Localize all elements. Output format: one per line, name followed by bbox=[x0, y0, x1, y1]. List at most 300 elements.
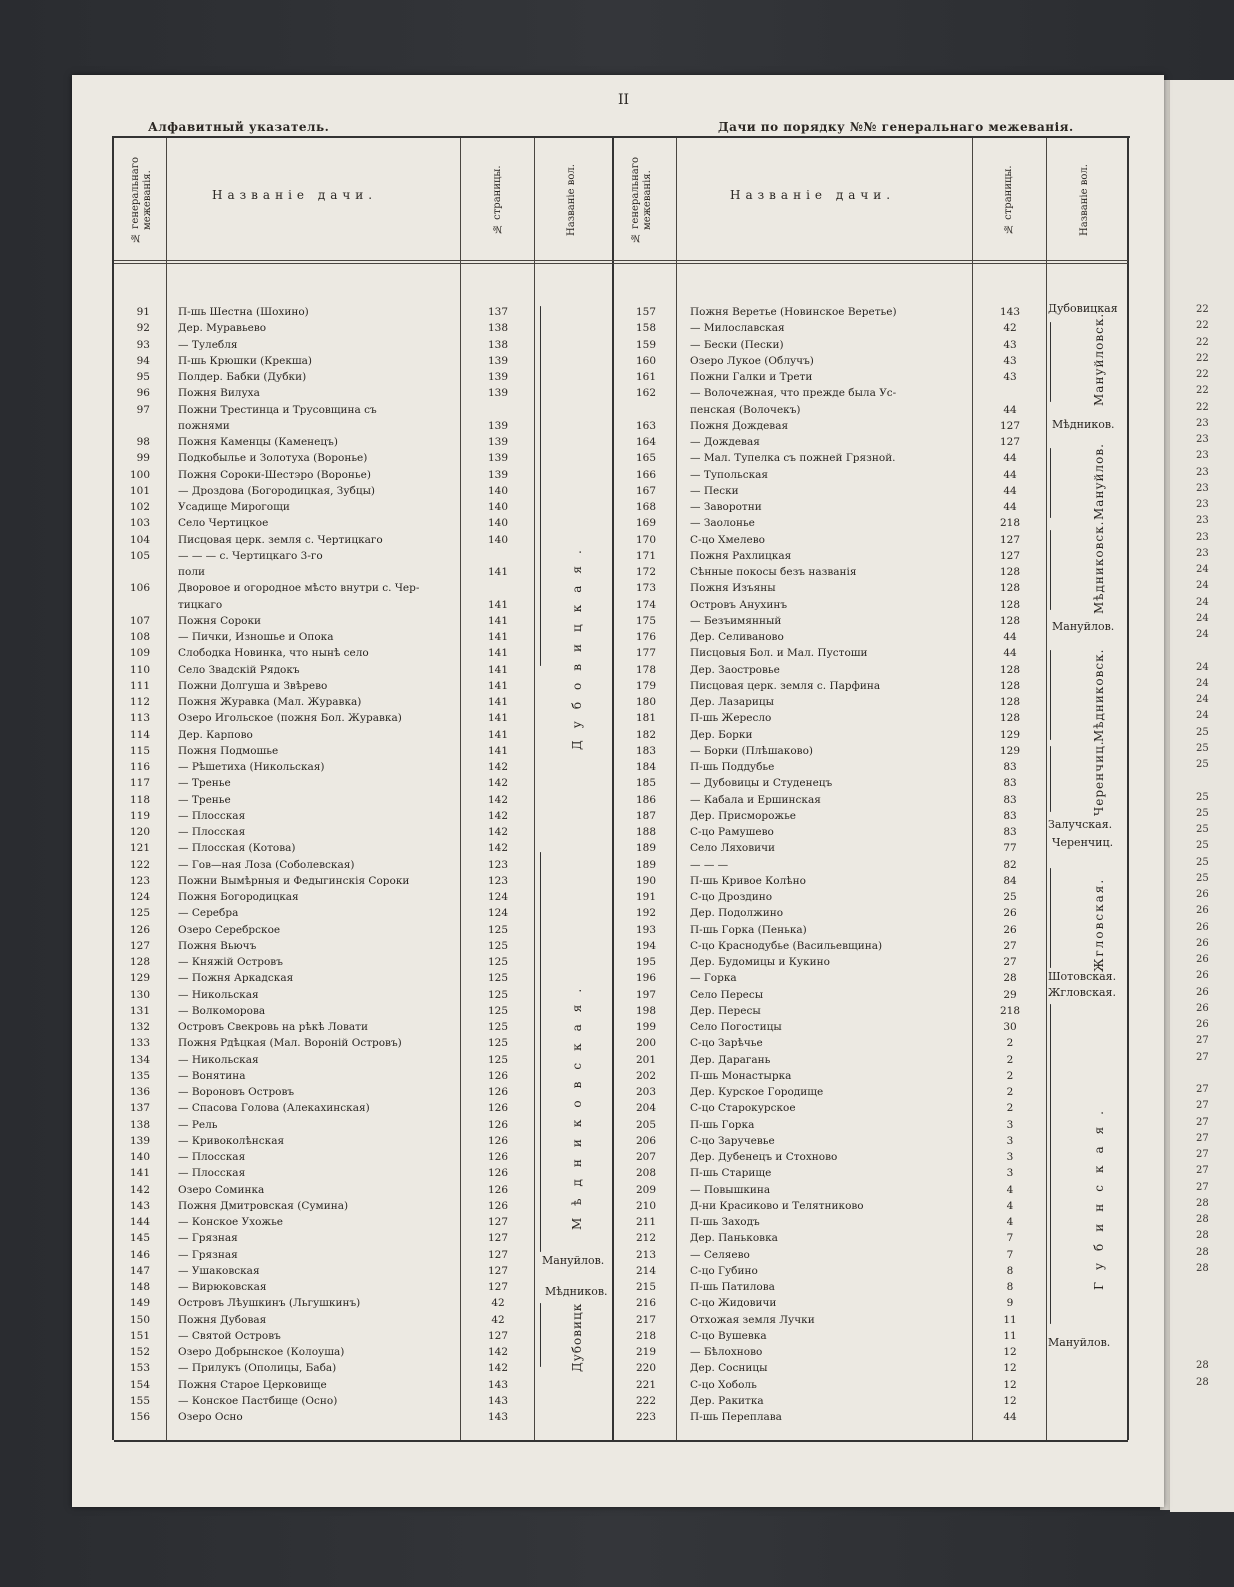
row-number: 158 bbox=[635, 322, 656, 335]
row-page: 44 bbox=[1003, 1411, 1017, 1423]
row-page: 2 bbox=[1006, 1037, 1014, 1050]
ghost-number: 22 bbox=[1196, 320, 1209, 332]
row-number: 141 bbox=[129, 1167, 150, 1180]
row-number: 207 bbox=[635, 1151, 656, 1163]
row-name: Пожня Каменцы (Каменецъ) bbox=[178, 436, 338, 448]
row-number: 184 bbox=[635, 761, 656, 773]
row-page: 83 bbox=[1003, 793, 1017, 806]
row-number: 156 bbox=[129, 1411, 150, 1423]
header-right: Дачи по порядку №№ генеральнаго межеванія. bbox=[718, 120, 1074, 134]
row-name: — Гов—ная Лоза (Соболевская) bbox=[178, 858, 355, 871]
row-number: 172 bbox=[635, 566, 656, 578]
table-row bbox=[0, 1133, 1234, 1149]
ghost-number: 25 bbox=[1196, 807, 1209, 819]
ghost-number: 26 bbox=[1196, 970, 1209, 982]
ghost-number: 22 bbox=[1196, 304, 1209, 315]
row-number: 191 bbox=[635, 891, 656, 903]
ghost-number: 26 bbox=[1196, 1019, 1209, 1030]
row-page: 141 bbox=[487, 663, 509, 676]
row-number: 178 bbox=[635, 663, 656, 676]
row-name: Дер. Пересы bbox=[690, 1004, 761, 1017]
row-number: 219 bbox=[635, 1346, 656, 1358]
row-name: Озеро Игольское (пожня Бол. Журавка) bbox=[178, 712, 402, 725]
table-row bbox=[0, 922, 1234, 938]
row-number: 203 bbox=[635, 1086, 656, 1098]
row-name: Село Звадскій Рядокъ bbox=[178, 663, 300, 676]
row-page: 141 bbox=[487, 566, 509, 578]
row-page: 12 bbox=[1003, 1378, 1017, 1391]
ghost-number: 28 bbox=[1196, 1376, 1209, 1388]
table-row bbox=[0, 1393, 1234, 1409]
row-number: 180 bbox=[635, 696, 656, 708]
table-row bbox=[0, 727, 1234, 743]
row-number: 98 bbox=[136, 436, 150, 448]
row-page: 42 bbox=[491, 1297, 505, 1310]
row-name: С-цо Зарѣчье bbox=[690, 1037, 763, 1050]
row-number: 170 bbox=[635, 533, 656, 546]
table-row bbox=[0, 759, 1234, 775]
row-number: 181 bbox=[635, 712, 656, 725]
row-number: 148 bbox=[129, 1281, 150, 1293]
row-page: 139 bbox=[487, 436, 509, 448]
row-page: 125 bbox=[487, 988, 509, 1001]
row-number: 189 bbox=[635, 842, 656, 855]
row-number: 223 bbox=[635, 1411, 656, 1423]
volost-label: Мѣдников. bbox=[1052, 418, 1115, 431]
table-row bbox=[0, 857, 1234, 873]
row-page: 127 bbox=[487, 1264, 509, 1277]
row-name: П-шь Заходъ bbox=[690, 1216, 760, 1228]
row-name: — — — с. Чертицкаго 3-го bbox=[178, 549, 323, 562]
row-name: Дер. Лазарицы bbox=[690, 696, 774, 708]
col-head-number-left: № генеральнаго межеванія. bbox=[130, 157, 153, 243]
row-name: Дер. Присморожье bbox=[690, 809, 797, 822]
row-page: 139 bbox=[487, 387, 509, 400]
row-page: 123 bbox=[487, 858, 509, 871]
row-name: Пожня Дубовая bbox=[178, 1313, 267, 1326]
row-name: Пожня Журавка (Мал. Журавка) bbox=[178, 696, 362, 708]
row-page: 138 bbox=[487, 338, 509, 351]
row-name: Озеро Соминка bbox=[178, 1183, 265, 1196]
ghost-number: 26 bbox=[1196, 937, 1209, 949]
row-name: Пожня Старое Церковище bbox=[178, 1378, 327, 1391]
row-number: 209 bbox=[635, 1183, 656, 1196]
row-page: 8 bbox=[1006, 1281, 1014, 1293]
row-number: 161 bbox=[635, 371, 656, 383]
row-name: Пожни Долгуша и Звѣрево bbox=[178, 679, 328, 692]
ghost-number: 23 bbox=[1196, 499, 1209, 510]
table-row bbox=[0, 1068, 1234, 1084]
row-number: 128 bbox=[129, 956, 150, 968]
row-name: Пожни Галки и Трети bbox=[690, 371, 813, 383]
row-page: 127 bbox=[487, 1281, 509, 1293]
table-row bbox=[0, 905, 1234, 921]
row-page: 44 bbox=[1003, 403, 1017, 416]
row-page: 2 bbox=[1006, 1102, 1014, 1115]
row-page: 43 bbox=[1003, 338, 1017, 351]
row-name: — Княжій Островъ bbox=[178, 956, 283, 968]
row-page: 141 bbox=[487, 679, 509, 692]
row-name: П-шь Старище bbox=[690, 1167, 772, 1180]
table-row bbox=[0, 320, 1234, 336]
volost-label: Мѣдниковск. bbox=[1092, 520, 1106, 614]
table-row bbox=[0, 889, 1234, 905]
row-number: 93 bbox=[136, 338, 150, 351]
row-name: Село Пересы bbox=[690, 988, 764, 1001]
row-name: — Никольская bbox=[178, 988, 259, 1001]
row-page: 140 bbox=[487, 484, 509, 497]
row-number: 142 bbox=[129, 1183, 150, 1196]
row-name: — Повышкина bbox=[690, 1183, 771, 1196]
row-number: 104 bbox=[129, 533, 150, 546]
row-name: — Рель bbox=[178, 1118, 218, 1131]
row-name: Дер. Заостровье bbox=[690, 663, 780, 676]
table-row bbox=[0, 1117, 1234, 1133]
row-page: 218 bbox=[999, 517, 1021, 530]
table-row bbox=[0, 792, 1234, 808]
row-number: 166 bbox=[635, 468, 656, 481]
row-name: Пожня Рахлицкая bbox=[690, 549, 792, 562]
row-number: 150 bbox=[129, 1313, 150, 1326]
page-number: II bbox=[618, 92, 630, 108]
row-name: Сѣнные покосы безъ названія bbox=[690, 566, 857, 578]
row-name: Писцовая церк. земля с. Чертицкаго bbox=[178, 533, 383, 546]
row-name: — Треньe bbox=[178, 793, 231, 806]
row-page: 125 bbox=[487, 923, 509, 936]
table-row bbox=[0, 1182, 1234, 1198]
row-name: Слободка Новинка, что нынѣ село bbox=[178, 647, 369, 660]
table-row bbox=[0, 629, 1234, 645]
table-row bbox=[0, 1149, 1234, 1165]
row-page: 218 bbox=[999, 1004, 1021, 1017]
row-number: 94 bbox=[136, 354, 150, 367]
table-row bbox=[0, 613, 1234, 629]
row-name: — Никольская bbox=[178, 1053, 259, 1066]
row-name: — Волочежная, что прежде была Ус- bbox=[690, 387, 897, 400]
row-number: 154 bbox=[129, 1378, 150, 1391]
row-number: 97 bbox=[136, 403, 150, 416]
row-page: 9 bbox=[1006, 1297, 1014, 1310]
row-number: 151 bbox=[129, 1329, 150, 1342]
row-page: 3 bbox=[1006, 1134, 1014, 1147]
row-name: — — — bbox=[690, 858, 729, 871]
row-name: — Волкоморова bbox=[178, 1004, 266, 1017]
row-number: 109 bbox=[129, 647, 150, 660]
row-name: — Пички, Изношье и Опока bbox=[178, 631, 334, 643]
ghost-number: 23 bbox=[1196, 547, 1209, 559]
row-name: — Плосская bbox=[178, 826, 246, 838]
ghost-number: 23 bbox=[1196, 434, 1209, 445]
row-number: 210 bbox=[635, 1199, 656, 1212]
row-page: 26 bbox=[1003, 923, 1017, 936]
row-page: 11 bbox=[1003, 1329, 1017, 1342]
row-name: — Пожня Аркадская bbox=[178, 972, 294, 985]
row-page: 3 bbox=[1006, 1167, 1014, 1180]
row-number: 107 bbox=[129, 614, 150, 627]
row-number: 139 bbox=[129, 1134, 150, 1147]
row-page: 77 bbox=[1003, 842, 1017, 855]
table-row bbox=[0, 532, 1234, 548]
row-number: 182 bbox=[635, 728, 656, 741]
row-name: Озеро Серебрское bbox=[178, 923, 281, 936]
row-name: Островъ Лѣушкинъ (Льгушкинъ) bbox=[178, 1297, 361, 1310]
row-number: 208 bbox=[635, 1167, 656, 1180]
row-number: 147 bbox=[129, 1264, 150, 1277]
row-name: — Дубовицы и Студенецъ bbox=[690, 777, 833, 790]
brace bbox=[1050, 530, 1051, 610]
row-name: — Горка bbox=[690, 972, 737, 985]
row-number: 145 bbox=[129, 1232, 150, 1245]
table-row bbox=[0, 515, 1234, 531]
row-number: 102 bbox=[129, 501, 150, 513]
row-page: 42 bbox=[491, 1313, 505, 1326]
row-page: 83 bbox=[1003, 761, 1017, 773]
row-name: П-шь Поддубье bbox=[690, 761, 775, 773]
row-page: 125 bbox=[487, 939, 509, 952]
row-name: — Конское Пастбище (Осно) bbox=[178, 1394, 338, 1407]
row-name: Пожня Изъяны bbox=[690, 582, 776, 595]
row-name: Усадище Мирогощи bbox=[178, 501, 290, 513]
row-number: 204 bbox=[635, 1102, 656, 1115]
row-number: 113 bbox=[129, 712, 150, 725]
table-row bbox=[0, 954, 1234, 970]
table-row bbox=[0, 548, 1234, 564]
row-name: Дворовое и огородное мѣсто внутри с. Чер- bbox=[178, 582, 420, 595]
row-number: 123 bbox=[129, 874, 150, 887]
col-head-name-left: Названіе дачи. bbox=[212, 188, 378, 202]
row-number: 192 bbox=[635, 907, 656, 920]
row-name: С-цо Хмелево bbox=[690, 533, 765, 546]
row-number: 217 bbox=[635, 1313, 656, 1326]
row-page: 44 bbox=[1003, 468, 1017, 481]
row-name: П-шь Монастырка bbox=[690, 1069, 792, 1082]
row-name: П-шь Патилова bbox=[690, 1281, 775, 1293]
row-page: 11 bbox=[1003, 1313, 1017, 1326]
row-number: 103 bbox=[129, 517, 150, 530]
ghost-number: 28 bbox=[1196, 1230, 1209, 1242]
row-name: Пожня Сороки-Шестэро (Воронье) bbox=[178, 468, 371, 481]
row-name: — Заворотни bbox=[690, 501, 762, 513]
row-number: 137 bbox=[129, 1102, 150, 1115]
row-name: — Спасова Голова (Алекахинская) bbox=[178, 1102, 370, 1115]
ghost-number: 23 bbox=[1196, 531, 1209, 543]
table-row bbox=[0, 645, 1234, 661]
row-name: Село Чертицкое bbox=[178, 517, 269, 530]
row-page: 128 bbox=[999, 663, 1021, 676]
row-name: Пожня Вилуха bbox=[178, 387, 260, 400]
row-name: Дер. Карпово bbox=[178, 728, 253, 741]
row-name: — Безъимянный bbox=[690, 614, 782, 627]
row-name: — Плосская bbox=[178, 1167, 246, 1180]
row-number: 125 bbox=[129, 907, 150, 920]
row-name: П-шь Горка (Пенька) bbox=[690, 923, 807, 936]
col-head-volost-right: Названіе вол. bbox=[1079, 164, 1090, 236]
row-name: Дер. Дарагань bbox=[690, 1053, 771, 1066]
row-page: 141 bbox=[487, 631, 509, 643]
row-name: С-цо Дроздино bbox=[690, 891, 773, 903]
row-number: 174 bbox=[635, 598, 656, 611]
row-name: — Бески (Пески) bbox=[690, 338, 784, 351]
ghost-number: 24 bbox=[1196, 596, 1209, 608]
row-page: 44 bbox=[1003, 484, 1017, 497]
row-number: 206 bbox=[635, 1134, 656, 1147]
row-number: 101 bbox=[129, 484, 150, 497]
row-page: 2 bbox=[1006, 1053, 1014, 1066]
table-row bbox=[0, 580, 1234, 596]
row-name: Писцовыя Бол. и Мал. Пустоши bbox=[690, 647, 868, 660]
row-number: 198 bbox=[635, 1004, 656, 1017]
row-number: 185 bbox=[635, 777, 656, 790]
table-row bbox=[0, 1247, 1234, 1263]
row-name: Пожня Подмошье bbox=[178, 744, 279, 757]
row-number: 91 bbox=[136, 306, 150, 318]
row-page: 126 bbox=[487, 1118, 509, 1131]
row-name: — Борки (Плѣшаково) bbox=[690, 744, 813, 757]
brace bbox=[1050, 746, 1051, 812]
row-name: Пожня Дмитровская (Сумина) bbox=[178, 1199, 349, 1212]
header-rule bbox=[112, 136, 1130, 138]
table-row bbox=[0, 662, 1234, 678]
ghost-number: 24 bbox=[1196, 629, 1209, 640]
row-number: 110 bbox=[129, 663, 150, 676]
row-page: 142 bbox=[487, 1346, 509, 1358]
ghost-number: 22 bbox=[1196, 385, 1209, 397]
row-name: Село Погостицы bbox=[690, 1021, 782, 1033]
row-page: 142 bbox=[487, 826, 509, 838]
ghost-number: 24 bbox=[1196, 677, 1209, 689]
table-row bbox=[0, 743, 1234, 759]
row-name: Дер. Будомицы и Кукино bbox=[690, 956, 830, 968]
row-page: 25 bbox=[1003, 891, 1017, 903]
volost-label: Черенчиц. bbox=[1092, 740, 1106, 816]
ghost-number: 22 bbox=[1196, 401, 1209, 413]
row-name: С-цо Жидовичи bbox=[690, 1297, 777, 1310]
row-number: 140 bbox=[129, 1151, 150, 1163]
row-number: 197 bbox=[635, 988, 656, 1001]
row-name: пенская (Волочекъ) bbox=[690, 403, 801, 416]
row-page: 29 bbox=[1003, 988, 1017, 1001]
row-page: 141 bbox=[487, 696, 509, 708]
ghost-number: 24 bbox=[1196, 710, 1209, 722]
volost-label: Губинская. bbox=[1092, 1099, 1106, 1290]
row-page: 125 bbox=[487, 956, 509, 968]
row-page: 2 bbox=[1006, 1069, 1014, 1082]
row-name: С-цо Вушевка bbox=[690, 1329, 767, 1342]
row-number: 214 bbox=[635, 1264, 656, 1277]
ghost-number: 28 bbox=[1196, 1246, 1209, 1258]
row-name: Село Ляховичи bbox=[690, 842, 776, 855]
row-page: 140 bbox=[487, 533, 509, 546]
row-number: 201 bbox=[635, 1053, 656, 1066]
row-page: 3 bbox=[1006, 1151, 1014, 1163]
row-name: — Вороновъ Островъ bbox=[178, 1086, 295, 1098]
brace bbox=[1050, 650, 1051, 740]
table-row bbox=[0, 418, 1234, 434]
row-number: 195 bbox=[635, 956, 656, 968]
row-name: Дер. Курское Городище bbox=[690, 1086, 824, 1098]
row-page: 126 bbox=[487, 1199, 509, 1212]
row-name: С-цо Хоболь bbox=[690, 1378, 757, 1391]
row-number: 200 bbox=[635, 1037, 656, 1050]
row-page: 128 bbox=[999, 598, 1021, 611]
row-number: 220 bbox=[635, 1362, 656, 1375]
row-page: 126 bbox=[487, 1134, 509, 1147]
table-row bbox=[0, 1214, 1234, 1230]
row-page: 142 bbox=[487, 777, 509, 790]
row-number: 105 bbox=[129, 549, 150, 562]
row-number: 100 bbox=[129, 468, 150, 481]
row-name: Дер. Муравьево bbox=[178, 322, 267, 335]
table-row bbox=[0, 1360, 1234, 1376]
table-row bbox=[0, 597, 1234, 613]
row-number: 99 bbox=[136, 452, 150, 465]
volost-label: Мануйлов. bbox=[542, 1254, 605, 1267]
table-row bbox=[0, 694, 1234, 710]
row-page: 139 bbox=[487, 354, 509, 367]
row-page: 126 bbox=[487, 1102, 509, 1115]
ghost-number: 26 bbox=[1196, 921, 1209, 933]
table-row bbox=[0, 1165, 1234, 1181]
ghost-number: 23 bbox=[1196, 417, 1209, 429]
row-page: 142 bbox=[487, 761, 509, 773]
col-head-name-right: Названіе дачи. bbox=[730, 188, 896, 202]
row-number: 221 bbox=[635, 1378, 656, 1391]
row-page: 43 bbox=[1003, 371, 1017, 383]
table-row bbox=[0, 337, 1234, 353]
ghost-number: 23 bbox=[1196, 466, 1209, 478]
row-name: — Бѣлохново bbox=[690, 1346, 763, 1358]
row-number: 119 bbox=[129, 809, 150, 822]
row-page: 83 bbox=[1003, 777, 1017, 790]
row-number: 193 bbox=[635, 923, 656, 936]
ghost-number: 24 bbox=[1196, 694, 1209, 705]
row-name: Дер. Селиваново bbox=[690, 631, 784, 643]
row-page: 128 bbox=[999, 696, 1021, 708]
row-name: пожнями bbox=[178, 419, 230, 432]
row-name: С-цо Рамушево bbox=[690, 826, 774, 838]
row-page: 7 bbox=[1006, 1248, 1014, 1261]
volost-label: Дубовицк bbox=[570, 1302, 584, 1372]
row-page: 44 bbox=[1003, 452, 1017, 465]
row-name: — Кабала и Ершинская bbox=[690, 793, 821, 806]
row-page: 141 bbox=[487, 712, 509, 725]
row-page: 84 bbox=[1003, 874, 1017, 887]
brace bbox=[540, 852, 541, 1252]
row-page: 44 bbox=[1003, 647, 1017, 660]
row-number: 152 bbox=[129, 1346, 150, 1358]
row-page: 126 bbox=[487, 1183, 509, 1196]
row-page: 141 bbox=[487, 728, 509, 741]
ghost-number: 26 bbox=[1196, 954, 1209, 965]
row-number: 131 bbox=[129, 1004, 150, 1017]
col-head-page-left: № страницы. bbox=[492, 165, 503, 235]
row-number: 96 bbox=[136, 387, 150, 400]
ghost-number: 27 bbox=[1196, 1165, 1209, 1177]
row-name: Пожня Сороки bbox=[178, 614, 262, 627]
row-number: 129 bbox=[129, 972, 150, 985]
row-page: 137 bbox=[487, 306, 509, 318]
ghost-number: 24 bbox=[1196, 661, 1209, 673]
row-page: 128 bbox=[999, 712, 1021, 725]
ghost-number: 27 bbox=[1196, 1084, 1209, 1095]
row-name: Дер. Подолжино bbox=[690, 907, 784, 920]
table-row bbox=[0, 1409, 1234, 1425]
ghost-number: 24 bbox=[1196, 612, 1209, 624]
volost-label: Дубовицкая. bbox=[570, 538, 584, 750]
header-bottom-rule bbox=[114, 260, 1128, 261]
table-row bbox=[0, 1003, 1234, 1019]
brace bbox=[1050, 1004, 1051, 1324]
